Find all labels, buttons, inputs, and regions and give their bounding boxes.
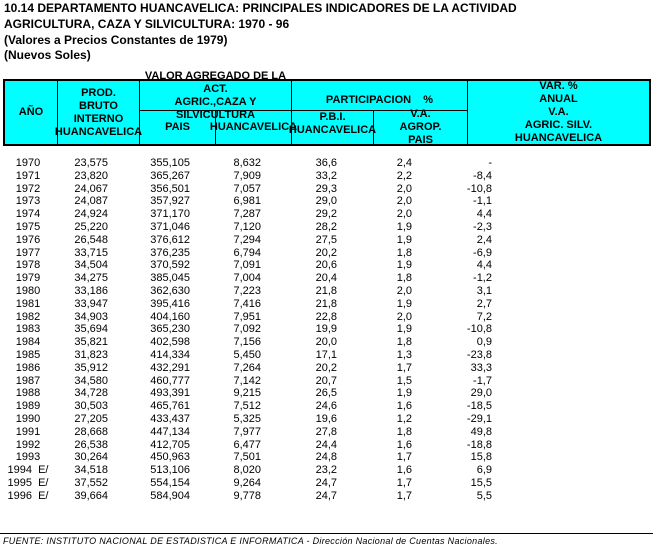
table-row: [0, 170, 653, 183]
cell-var-anual: 7,2: [476, 310, 492, 323]
table-row: [0, 426, 653, 439]
table-row: [0, 298, 653, 311]
cell-part-pbi: 24,7: [315, 489, 337, 502]
header-pais: [140, 111, 216, 144]
cell-part-va-pais: 2,2: [396, 169, 412, 182]
header-label: HUANCAVELICA: [209, 121, 298, 133]
header-label: P.B.I.: [319, 111, 346, 123]
table-note-prices: (Valores a Precios Constantes de 1979): [4, 33, 228, 47]
cell-va-huancavelica: 7,512: [233, 400, 261, 413]
cell-year: 1982: [15, 310, 41, 323]
cell-part-va-pais: 2,0: [396, 195, 412, 208]
table-row: [0, 247, 653, 260]
cell-year: 1975: [15, 221, 41, 233]
cell-part-pbi: 24,4: [315, 438, 337, 451]
cell-part-va-pais: 2,0: [396, 310, 412, 323]
cell-prod-bruto: 24,067: [74, 182, 108, 195]
cell-var-anual: -10,8: [466, 323, 492, 336]
table-row: [0, 195, 653, 208]
cell-prod-bruto: 33,186: [74, 285, 108, 297]
cell-va-pais: 371,170: [150, 208, 190, 221]
table-row: [0, 311, 653, 324]
header-label: HUANCAVELICA: [288, 124, 377, 136]
cell-va-pais: 412,705: [150, 438, 190, 451]
cell-prod-bruto: 23,575: [74, 157, 108, 169]
cell-va-pais: 402,598: [150, 336, 190, 349]
cell-prod-bruto: 34,728: [74, 387, 108, 400]
cell-part-va-pais: 1,9: [396, 387, 412, 400]
cell-var-anual: -29,1: [466, 413, 492, 425]
header-anio: [5, 81, 58, 144]
cell-year: 1979: [15, 272, 41, 285]
cell-part-pbi: 27,5: [315, 233, 337, 246]
cell-part-va-pais: 1,6: [396, 464, 412, 477]
cell-year: 1987: [15, 374, 41, 387]
table-row: [0, 362, 653, 375]
cell-var-anual: 2,4: [476, 233, 492, 246]
cell-prod-bruto: 35,912: [74, 361, 108, 374]
cell-part-va-pais: 1,7: [396, 361, 412, 374]
header-participacion-group: [292, 81, 468, 111]
cell-va-huancavelica: 6,794: [233, 246, 261, 259]
cell-var-anual: -1,7: [473, 374, 492, 387]
cell-part-pbi: 28,2: [315, 221, 337, 233]
cell-part-va-pais: 1,7: [396, 451, 412, 464]
cell-part-va-pais: 1,6: [396, 438, 412, 451]
cell-part-pbi: 36,6: [315, 157, 337, 169]
cell-part-pbi: 23,2: [315, 464, 337, 477]
header-label: VAR. %: [539, 80, 578, 92]
cell-part-va-pais: 1,9: [396, 233, 412, 246]
cell-va-pais: 433,437: [150, 413, 190, 425]
cell-year: 1974: [15, 208, 41, 221]
cell-va-huancavelica: 6,477: [233, 438, 261, 451]
cell-va-huancavelica: 7,223: [233, 285, 261, 297]
table-row: [0, 221, 653, 234]
cell-var-anual: 29,0: [470, 387, 492, 400]
header-label: PROD.: [81, 86, 116, 99]
cell-va-huancavelica: 5,325: [233, 413, 261, 425]
cell-va-pais: 460,777: [150, 374, 190, 387]
table-row: [0, 464, 653, 477]
header-label: AÑO: [18, 106, 44, 118]
table-note-currency: (Nuevos Soles): [4, 48, 91, 62]
cell-part-va-pais: 1,6: [396, 400, 412, 413]
cell-va-huancavelica: 7,294: [233, 233, 261, 246]
cell-prod-bruto: 27,205: [74, 413, 108, 425]
cell-var-anual: -18,5: [466, 400, 492, 413]
cell-va-huancavelica: 7,057: [233, 182, 261, 195]
header-va-pais: [374, 108, 468, 146]
table-row: [0, 272, 653, 285]
cell-va-huancavelica: 7,092: [233, 323, 261, 336]
cell-va-huancavelica: 7,004: [233, 272, 261, 285]
table-row: [0, 451, 653, 464]
cell-va-pais: 355,105: [150, 157, 190, 169]
cell-part-pbi: 20,6: [315, 259, 337, 272]
table-row: [0, 375, 653, 388]
cell-year: 1989: [15, 400, 41, 413]
cell-va-pais: 357,927: [150, 195, 190, 208]
cell-var-anual: 4,4: [476, 208, 492, 221]
cell-var-anual: 0,9: [476, 336, 492, 349]
cell-var-anual: -: [488, 157, 492, 169]
cell-va-pais: 371,046: [150, 221, 190, 233]
table-row: [0, 349, 653, 362]
cell-var-anual: 15,5: [470, 477, 492, 489]
cell-year: 1973: [15, 195, 41, 208]
cell-part-va-pais: 2,0: [396, 208, 412, 221]
cell-year: 1993: [15, 451, 41, 464]
cell-var-anual: 15,8: [470, 451, 492, 464]
cell-va-pais: 395,416: [150, 297, 190, 310]
cell-va-huancavelica: 7,120: [233, 221, 261, 233]
cell-var-anual: 2,7: [476, 297, 492, 310]
cell-va-huancavelica: 8,632: [233, 157, 261, 169]
cell-prod-bruto: 23,820: [74, 169, 108, 182]
cell-va-huancavelica: 7,142: [233, 374, 261, 387]
cell-part-pbi: 20,2: [315, 361, 337, 374]
header-label: AGRIC.,CAZA Y SILVICULTURA: [174, 95, 257, 121]
header-label: HUANCAVELICA: [514, 132, 603, 144]
cell-prod-bruto: 26,538: [74, 438, 108, 451]
cell-part-va-pais: 1,9: [396, 221, 412, 233]
source-note: FUENTE: INSTITUTO NACIONAL DE ESTADISTICA E INFORMATICA - Dirección Nacional de Cuentas Nacionales.: [3, 536, 498, 546]
cell-va-pais: 385,045: [150, 272, 190, 285]
cell-year: 1984: [15, 336, 41, 349]
cell-prod-bruto: 34,903: [74, 310, 108, 323]
header-label: AGRIC. SILV.: [524, 119, 593, 131]
cell-part-pbi: 24,7: [315, 477, 337, 489]
cell-part-pbi: 29,3: [315, 182, 337, 195]
cell-part-pbi: 27,8: [315, 425, 337, 438]
table-row: [0, 157, 653, 170]
cell-prod-bruto: 35,821: [74, 336, 108, 349]
cell-va-pais: 432,291: [150, 361, 190, 374]
header-label: V.A.: [410, 108, 431, 120]
table-title: 10.14 DEPARTAMENTO HUANCAVELICA: PRINCIPALES INDICADORES DE LA ACTIVIDAD: [4, 1, 517, 15]
cell-va-pais: 414,334: [150, 349, 190, 361]
header-label: PAIS: [408, 134, 433, 146]
cell-prod-bruto: 37,552: [74, 477, 108, 489]
cell-prod-bruto: 31,823: [74, 349, 108, 361]
cell-prod-bruto: 26,548: [74, 233, 108, 246]
cell-va-huancavelica: 9,264: [233, 477, 261, 489]
table-row: [0, 336, 653, 349]
cell-var-anual: 5,5: [476, 489, 492, 502]
cell-year: 1988: [15, 387, 41, 400]
cell-var-anual: 49,8: [470, 425, 492, 438]
header-label: VALOR AGREGADO DE LA ACT.: [144, 69, 287, 95]
cell-year: 1980: [15, 285, 41, 297]
cell-var-anual: -8,4: [473, 169, 492, 182]
cell-prod-bruto: 30,264: [74, 451, 108, 464]
cell-part-pbi: 33,2: [315, 169, 337, 182]
cell-part-pbi: 20,0: [315, 336, 337, 349]
cell-var-anual: -18,8: [466, 438, 492, 451]
cell-part-va-pais: 1,8: [396, 336, 412, 349]
cell-year: 1994 E/: [7, 464, 49, 477]
cell-part-va-pais: 1,9: [396, 297, 412, 310]
cell-part-pbi: 20,7: [315, 374, 337, 387]
cell-part-pbi: 24,8: [315, 451, 337, 464]
cell-va-pais: 450,963: [150, 451, 190, 464]
cell-prod-bruto: 34,275: [74, 272, 108, 285]
cell-va-huancavelica: 9,215: [233, 387, 261, 400]
cell-prod-bruto: 33,947: [74, 297, 108, 310]
cell-year: 1971: [15, 169, 41, 182]
cell-prod-bruto: 33,715: [74, 246, 108, 259]
table-row: [0, 477, 653, 490]
cell-part-pbi: 29,2: [315, 208, 337, 221]
cell-va-pais: 584,904: [150, 489, 190, 502]
cell-part-pbi: 19,9: [315, 323, 337, 336]
header-prod: [54, 81, 143, 144]
cell-year: 1986: [15, 361, 41, 374]
cell-prod-bruto: 34,504: [74, 259, 108, 272]
cell-va-huancavelica: 7,416: [233, 297, 261, 310]
cell-va-pais: 370,592: [150, 259, 190, 272]
cell-part-pbi: 19,6: [315, 413, 337, 425]
table-row: [0, 400, 653, 413]
cell-part-va-pais: 1,3: [396, 349, 412, 361]
cell-part-pbi: 20,2: [315, 246, 337, 259]
header-label: HUANCAVELICA: [54, 125, 143, 138]
cell-prod-bruto: 28,668: [74, 425, 108, 438]
cell-year: 1990: [15, 413, 41, 425]
cell-part-pbi: 22,8: [315, 310, 337, 323]
cell-part-va-pais: 2,4: [396, 157, 412, 169]
header-label: PARTICIPACION %: [325, 94, 434, 106]
table-row: [0, 323, 653, 336]
footer-divider: [0, 533, 653, 534]
cell-va-pais: 447,134: [150, 425, 190, 438]
cell-year: 1992: [15, 438, 41, 451]
cell-va-pais: 362,630: [150, 285, 190, 297]
cell-va-pais: 376,235: [150, 246, 190, 259]
cell-va-huancavelica: 7,287: [233, 208, 261, 221]
table-row: [0, 387, 653, 400]
cell-va-huancavelica: 7,156: [233, 336, 261, 349]
cell-part-va-pais: 1,9: [396, 259, 412, 272]
cell-year: 1977: [15, 246, 41, 259]
header-label: PAIS: [165, 121, 190, 133]
cell-va-pais: 513,106: [150, 464, 190, 477]
header-pbi: [288, 111, 377, 144]
cell-prod-bruto: 35,694: [74, 323, 108, 336]
cell-part-va-pais: 1,8: [396, 425, 412, 438]
cell-var-anual: 6,9: [476, 464, 492, 477]
cell-var-anual: 33,3: [470, 361, 492, 374]
header-huanc: [209, 111, 298, 144]
table-row: [0, 234, 653, 247]
cell-part-pbi: 21,8: [315, 285, 337, 297]
cell-part-va-pais: 1,7: [396, 477, 412, 489]
cell-var-anual: -6,9: [473, 246, 492, 259]
cell-part-pbi: 17,1: [315, 349, 337, 361]
cell-va-huancavelica: 9,778: [233, 489, 261, 502]
cell-part-pbi: 29,0: [315, 195, 337, 208]
table-row: [0, 413, 653, 426]
table-row: [0, 285, 653, 298]
cell-va-huancavelica: 8,020: [233, 464, 261, 477]
table-row: [0, 183, 653, 196]
cell-part-va-pais: 1,8: [396, 246, 412, 259]
header-label: AGROP.: [399, 121, 442, 133]
cell-prod-bruto: 30,503: [74, 400, 108, 413]
cell-year: 1970: [15, 157, 41, 169]
cell-va-pais: 554,154: [150, 477, 190, 489]
cell-year: 1985: [15, 349, 41, 361]
cell-va-pais: 356,501: [150, 182, 190, 195]
cell-va-huancavelica: 7,909: [233, 169, 261, 182]
cell-part-va-pais: 1,5: [396, 374, 412, 387]
cell-part-pbi: 21,8: [315, 297, 337, 310]
cell-year: 1976: [15, 233, 41, 246]
cell-va-pais: 365,267: [150, 169, 190, 182]
header-label: INTERNO: [73, 112, 124, 125]
table-subtitle: AGRICULTURA, CAZA Y SILVICULTURA: 1970 - 96: [4, 17, 290, 31]
cell-year: 1995 E/: [7, 477, 49, 489]
cell-prod-bruto: 24,924: [74, 208, 108, 221]
cell-year: 1996 E/: [7, 489, 49, 502]
cell-var-anual: -1,2: [473, 272, 492, 285]
cell-part-pbi: 24,6: [315, 400, 337, 413]
cell-va-huancavelica: 7,501: [233, 451, 261, 464]
table-row: [0, 208, 653, 221]
cell-prod-bruto: 34,580: [74, 374, 108, 387]
cell-year: 1981: [15, 297, 41, 310]
cell-var-anual: -1,1: [473, 195, 492, 208]
table-row: [0, 439, 653, 452]
header-label: ANUAL: [539, 93, 578, 105]
cell-year: 1983: [15, 323, 41, 336]
cell-part-va-pais: 1,8: [396, 272, 412, 285]
cell-part-va-pais: 2,0: [396, 285, 412, 297]
cell-var-anual: -23,8: [466, 349, 492, 361]
cell-va-pais: 365,230: [150, 323, 190, 336]
cell-part-pbi: 26,5: [315, 387, 337, 400]
cell-part-va-pais: 1,9: [396, 323, 412, 336]
cell-va-pais: 376,612: [150, 233, 190, 246]
cell-year: 1978: [15, 259, 41, 272]
cell-va-huancavelica: 5,450: [233, 349, 261, 361]
cell-va-huancavelica: 7,951: [233, 310, 261, 323]
cell-var-anual: -10,8: [466, 182, 492, 195]
cell-prod-bruto: 39,664: [74, 489, 108, 502]
header-label: V.A.: [548, 106, 569, 118]
cell-prod-bruto: 34,518: [74, 464, 108, 477]
cell-part-va-pais: 1,2: [396, 413, 412, 425]
table-row: [0, 490, 653, 503]
cell-var-anual: -2,3: [473, 221, 492, 233]
cell-year: 1991: [15, 425, 41, 438]
cell-var-anual: 3,1: [476, 285, 492, 297]
header-valor-group: [140, 69, 292, 121]
cell-year: 1972: [15, 182, 41, 195]
cell-va-huancavelica: 7,091: [233, 259, 261, 272]
cell-va-pais: 404,160: [150, 310, 190, 323]
header-label: BRUTO: [79, 99, 118, 112]
cell-var-anual: 4,4: [476, 259, 492, 272]
cell-va-huancavelica: 7,264: [233, 361, 261, 374]
cell-prod-bruto: 24,087: [74, 195, 108, 208]
cell-part-va-pais: 2,0: [396, 182, 412, 195]
cell-part-va-pais: 1,7: [396, 489, 412, 502]
table-row: [0, 259, 653, 272]
cell-part-pbi: 20,4: [315, 272, 337, 285]
cell-va-huancavelica: 7,977: [233, 425, 261, 438]
cell-prod-bruto: 25,220: [74, 221, 108, 233]
cell-va-pais: 493,391: [150, 387, 190, 400]
cell-va-huancavelica: 6,981: [233, 195, 261, 208]
cell-va-pais: 465,761: [150, 400, 190, 413]
